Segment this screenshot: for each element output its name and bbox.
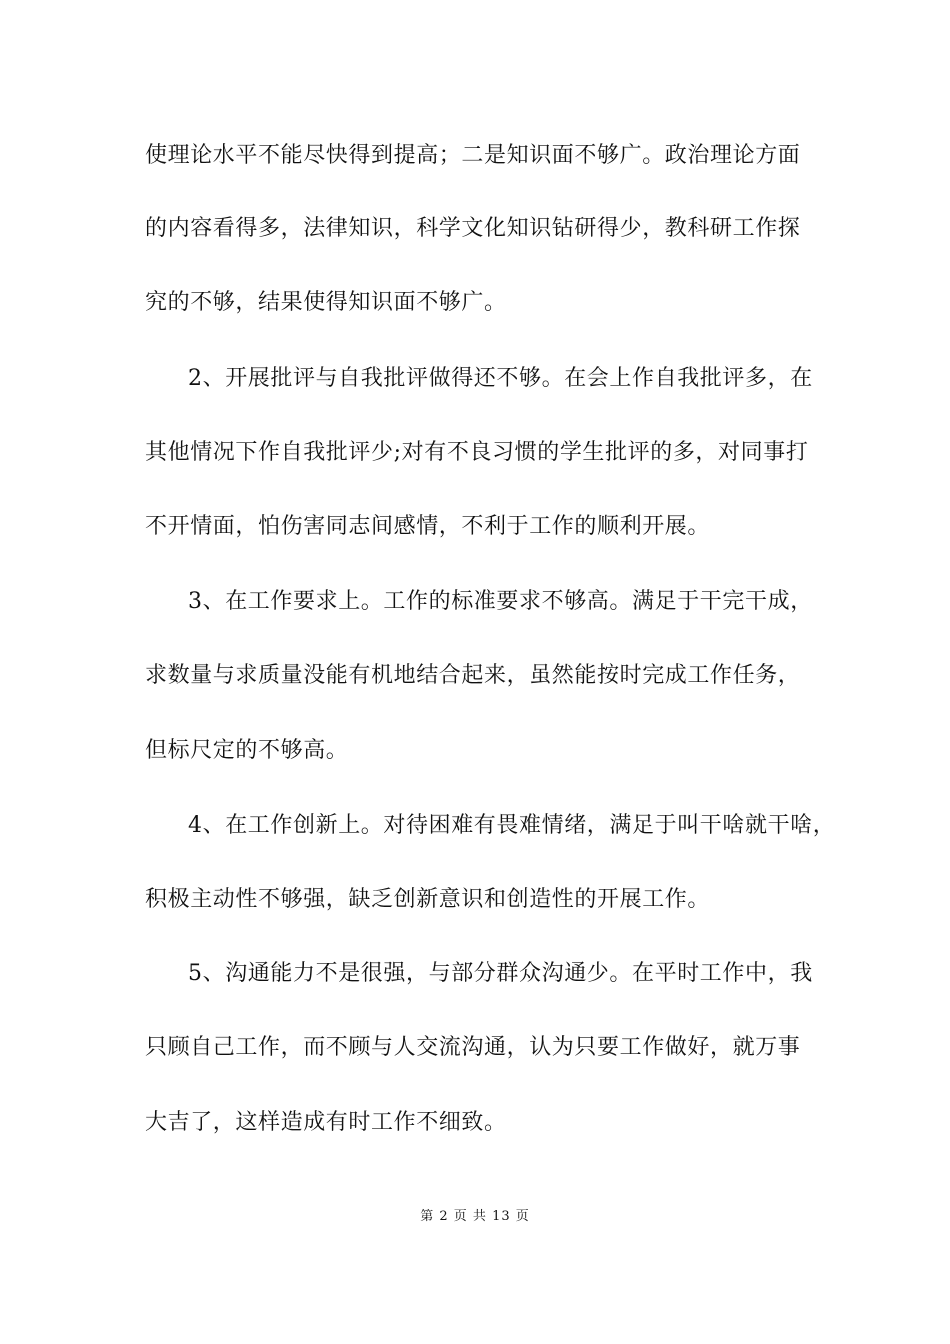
text-line: 不开情面，怕伤害同志间感情，不利于工作的顺利开展。 [145, 514, 711, 539]
text-line: 大吉了，这样造成有时工作不细致。 [145, 1110, 507, 1135]
text-line: 2、开展批评与自我批评做得还不够。在会上作自我批评多，在 [188, 366, 813, 391]
footer-prefix: 第 [420, 1209, 435, 1224]
text-line: 的内容看得多，法律知识，科学文化知识钻研得少，教科研工作探 [145, 216, 801, 241]
text-line: 求数量与求质量没能有机地结合起来，虽然能按时完成工作任务， [145, 663, 801, 688]
text-line: 3、在工作要求上。工作的标准要求不够高。满足于干完干成， [188, 589, 813, 614]
text-line: 使理论水平不能尽快得到提高；二是知识面不够广。政治理论方面 [145, 143, 801, 168]
footer-total-pages: 13 [492, 1209, 511, 1224]
footer-suffix: 页 [515, 1209, 530, 1224]
text-line: 积极主动性不够强，缺乏创新意识和创造性的开展工作。 [145, 887, 711, 912]
footer-page-number: 2 [439, 1209, 449, 1224]
page-number-footer [0, 1208, 950, 1226]
text-line: 4、在工作创新上。对待困难有畏难情绪，满足于叫干啥就干啥， [188, 813, 836, 838]
text-line: 只顾自己工作，而不顾与人交流沟通，认为只要工作做好，就万事 [145, 1035, 801, 1060]
text-line: 其他情况下作自我批评少;对有不良习惯的学生批评的多，对同事打 [145, 440, 809, 465]
text-line: 但标尺定的不够高。 [145, 738, 349, 763]
text-line: 5、沟通能力不是很强，与部分群众沟通少。在平时工作中，我 [188, 961, 813, 986]
text-line: 究的不够，结果使得知识面不够广。 [145, 290, 507, 315]
footer-middle: 页 共 [453, 1209, 487, 1224]
